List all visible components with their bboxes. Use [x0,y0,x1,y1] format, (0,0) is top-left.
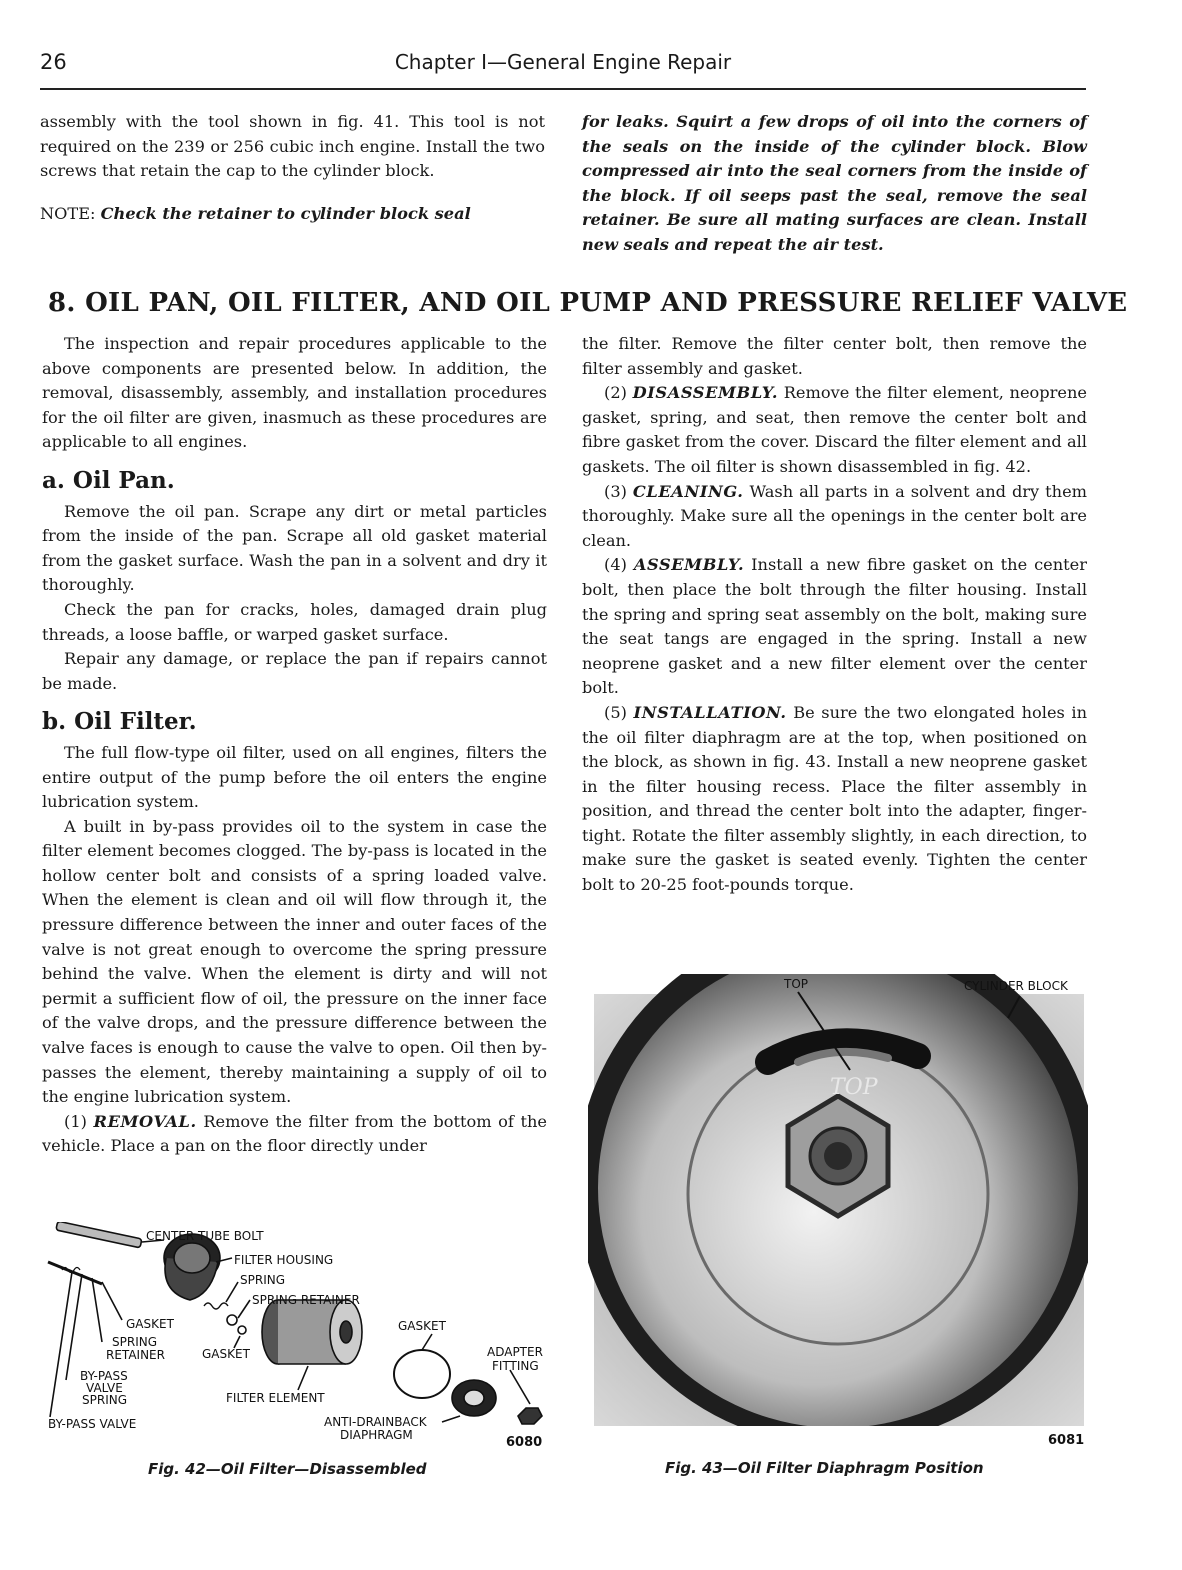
spring-retainer-part [227,1315,237,1325]
label-gasket-left: GASKET [126,1317,174,1331]
spring-part [204,1303,228,1309]
page-number: 26 [40,50,67,74]
gasket-ring-part [394,1350,450,1398]
label-spring: SPRING [240,1273,286,1287]
note-text: Check the retainer to cylinder block seal [100,203,471,223]
paragraph: Repair any damage, or replace the pan if repairs cannot be made. [42,649,547,693]
step-label: CLEANING. [632,481,744,501]
label-gasket-right: GASKET [398,1319,446,1333]
step-number: (2) [604,383,627,403]
adapter-fitting-part [518,1408,542,1424]
note-label: NOTE: [40,203,96,223]
step-text: Remove the filter from the bottom of the vehicle. Place a pan on the floor directly under [42,1111,547,1156]
oil-filter-diaphragm-photo [588,974,1088,1450]
paragraph: The inspection and repair procedures applicable to the above components are presented below. In addition, the removal, disassembly, assembly, and installation procedures for the oil filter are given, inasmuch as these procedures are applicable to all engines. [42,334,547,452]
step-label: DISASSEMBLY. [632,383,779,403]
stamped-top-text: TOP [830,1075,878,1100]
label-adapter-b: FITTING [492,1359,539,1373]
label-gasket-mid: GASKET [202,1347,250,1361]
disassembly-paragraph [582,381,1087,479]
label-adapter-a: ADAPTER [487,1345,543,1359]
step-label: ASSEMBLY. [633,555,745,575]
figure-number: 6081 [1048,1433,1085,1448]
figure-number: 6080 [506,1435,543,1450]
step-text: Be sure the two elongated holes in the oil filter diaphragm are at the top, when positioned on the block, as shown in fig. 43. Install a new neoprene gasket in the filter housing recess. Place the filter assembly in position, and thread the center bolt into the adapter, finger-tight. Rotate the filter assembly slightly, in each direction, to make sure the gasket is seated evenly. Tighten the center bolt to 20-25 foot-pounds torque. [582,702,1087,895]
label-bypass-spring-c: SPRING [82,1393,128,1407]
step-text: Remove the filter element, neoprene gasket, spring, and seat, then remove the center bolt and fibre gasket from the cover. Discard the filter element and all gaskets. The oil filter is shown disassembled in fig. 42. [582,383,1087,476]
step-number: (5) [604,702,627,722]
label-bypass-spring-b: VALVE [86,1381,123,1395]
oil-filter-exploded-diagram [42,1222,552,1450]
step-label: INSTALLATION. [633,702,787,722]
label-anti-drainback-a: ANTI-DRAINBACK [324,1415,427,1429]
step-number: (3) [604,481,627,501]
section-title: 8. OIL PAN, OIL FILTER, AND OIL PUMP AND PRESSURE RELIEF VALVE [48,288,1128,318]
label-filter-element: FILTER ELEMENT [226,1391,325,1405]
paragraph: Check the pan for cracks, holes, damaged drain plug threads, a loose baffle, or warped gasket surface. [42,599,547,644]
label-spring-retainer: SPRING RETAINER [252,1293,360,1307]
cleaning-paragraph [582,480,1087,554]
label-anti-drainback-b: DIAPHRAGM [340,1428,413,1442]
step-number: (4) [604,555,627,575]
installation-paragraph [582,701,1087,898]
paragraph: Remove the oil pan. Scrape any dirt or metal particles from the inside of the pan. Scrape all old gasket material from the gasket surface. Wash the pan in a solvent and dry it thoroughly. [42,501,547,595]
chapter-title: Chapter I—General Engine Repair [394,50,732,74]
top-right-column [582,110,1087,258]
paragraph: The full flow-type oil filter, used on all engines, filters the entire output of the pump before the oil enters the engine lubrication system. [42,742,547,812]
label-cylinder-block: CYLINDER BLOCK [964,979,1068,993]
step-text: Install a new fibre gasket on the center bolt, then place the bolt through the filter housing. Install the spring and spring seat assembly on the bolt, making sure the seat tangs are engaged in the spring. Install a new neoprene gasket and a new filter element over the center bolt. [582,555,1087,698]
label-bypass-valve: BY-PASS VALVE [48,1417,137,1431]
heading-oil-filter: b. Oil Filter. [42,708,197,736]
step-number: (1) [64,1111,87,1131]
label-spring-retainer-b: RETAINER [106,1348,165,1362]
step-text: Wash all parts in a solvent and dry them thoroughly. Make sure all the openings in the center bolt are clean. [582,481,1088,550]
label-top: TOP [784,977,809,991]
label-spring-retainer-a: SPRING [112,1335,158,1349]
top-left-column [40,110,545,226]
heading-oil-pan: a. Oil Pan. [42,466,175,494]
paragraph: the filter. Remove the filter center bolt, then remove the filter assembly and gasket. [582,334,1087,378]
label-center-tube-bolt: CENTER TUBE BOLT [146,1229,264,1243]
step-label: REMOVAL. [93,1111,197,1131]
paragraph: assembly with the tool shown in fig. 41. This tool is not required on the 239 or 256 cubic inch engine. Install the two screws that retain the cap to the cylinder block. [40,112,545,181]
removal-paragraph [42,1110,547,1159]
right-column [582,332,1087,898]
paragraph: A built in by-pass provides oil to the system in case the filter element becomes clogged. The by-pass is located in the hollow center bolt and consists of a spring loaded valve. When the element is clean and oil will flow through it, the pressure difference between the inner and outer faces of the valve is not great enough to overcome the spring pressure behind the valve. When the element is dirty and will not permit a sufficient flow of oil, the pressure on the inner face of the valve drops, and the pressure difference between the valve faces is enough to cause the valve to open. Oil then by-passes the element, thereby maintaining a supply of oil to the engine lubrication system. [42,816,547,1107]
center-tube-bolt-part [56,1222,142,1248]
assembly-paragraph [582,553,1087,701]
figure-caption: Fig. 42—Oil Filter—Disassembled [148,1460,427,1478]
note-paragraph [40,202,545,227]
left-column [42,332,547,1159]
label-filter-housing: FILTER HOUSING [234,1253,334,1267]
page-header [40,48,1086,90]
figure-caption: Fig. 43—Oil Filter Diaphragm Position [665,1459,984,1477]
paragraph: for leaks. Squirt a few drops of oil into the corners of the seals on the inside of the cylinder block. Blow compressed air into the seal corners from the inside of the block. If oil seeps past the seal, remove the seal retainer. Be sure all mating surfaces are clean. Install new seals and repeat the air test. [582,112,1087,254]
label-bypass-spring-a: BY-PASS [80,1369,128,1383]
